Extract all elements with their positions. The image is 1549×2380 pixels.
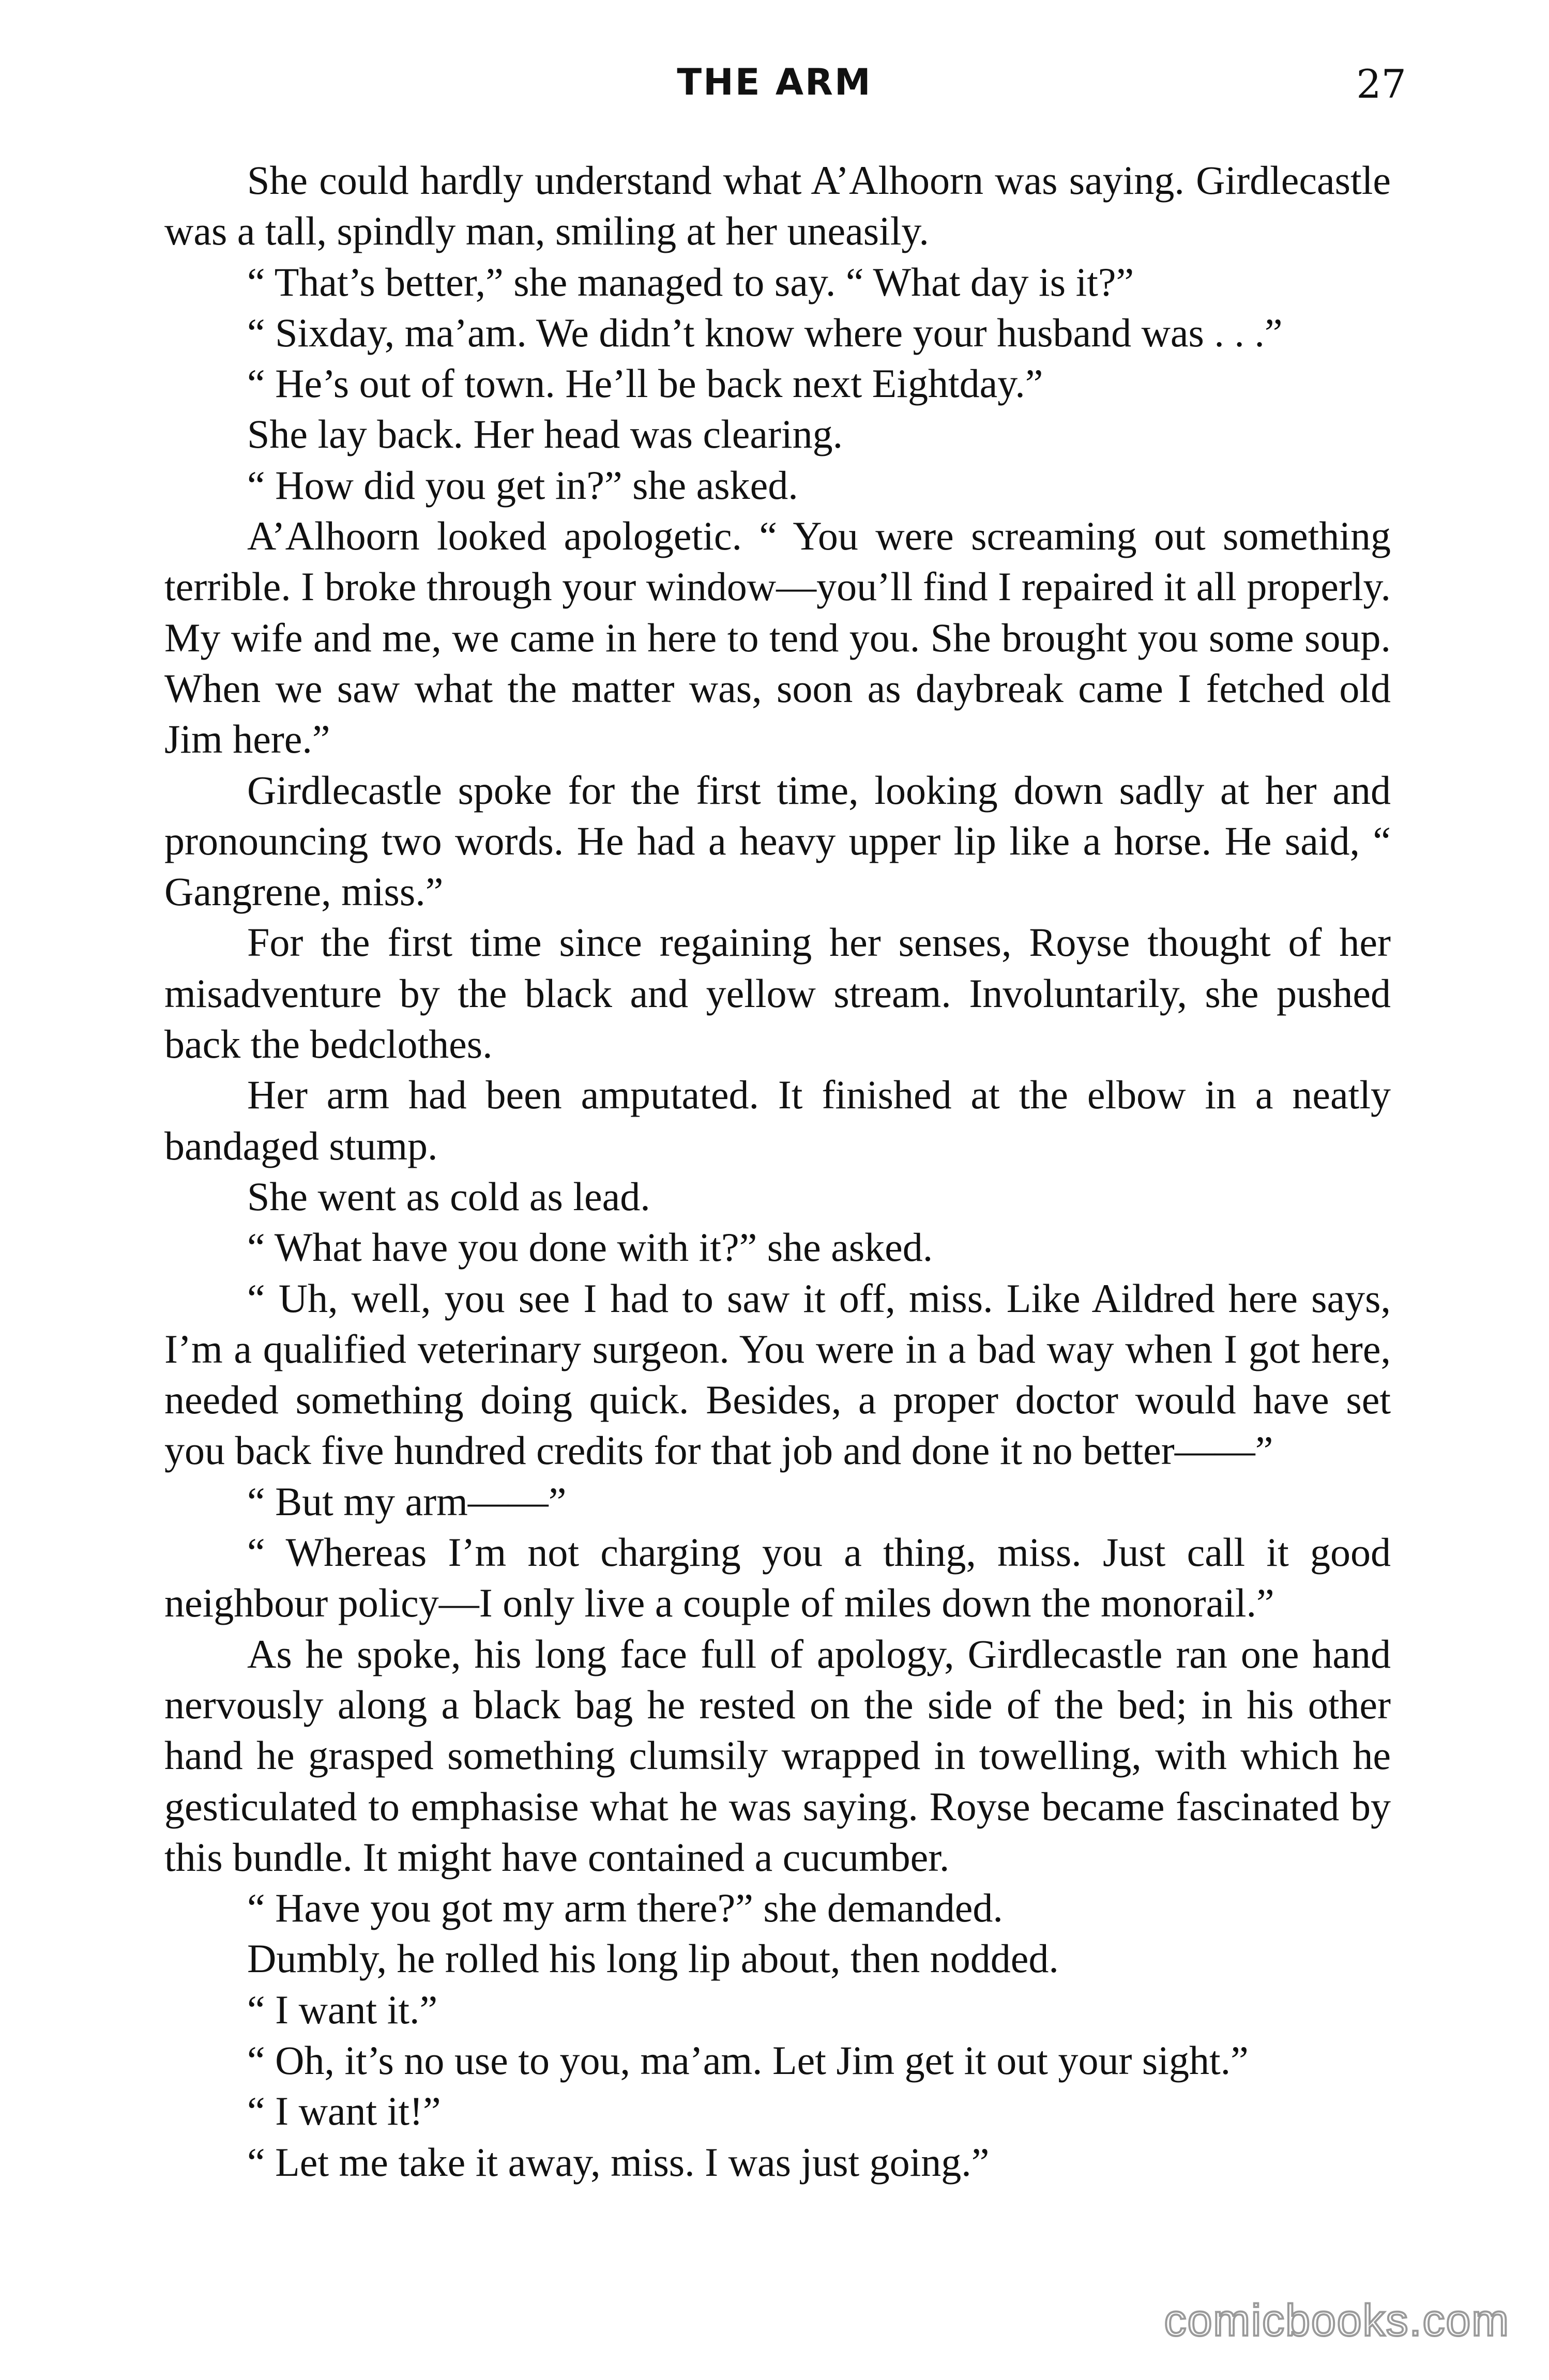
page-number: 27: [1356, 61, 1406, 107]
paragraph: “ How did you get in?” she asked.: [247, 462, 798, 508]
paragraph: “ He’s out of town. He’ll be back next Eightday.”: [247, 361, 1043, 406]
paragraph: “ I want it!”: [247, 2088, 441, 2134]
paragraph: “ Oh, it’s no use to you, ma’am. Let Jim get it out your sight.”: [247, 2037, 1249, 2083]
watermark: [1143, 2290, 1515, 2352]
paragraph: She could hardly understand what A’Alhoorn was saying. Girdlecastle was a tall, spindly man, smiling at her uneasily.: [164, 158, 1391, 254]
paragraph: “ Let me take it away, miss. I was just going.”: [247, 2139, 990, 2185]
paragraph: Dumbly, he rolled his long lip about, then nodded.: [247, 1936, 1059, 1981]
paragraph: Girdlecastle spoke for the first time, looking down sadly at her and pronouncing two words. He had a heavy upper lip like a horse. He said, “ Gangrene, miss.”: [164, 767, 1391, 914]
paragraph: “ Have you got my arm there?” she demanded.: [247, 1885, 1003, 1931]
paragraph: “ Sixday, ma’am. We didn’t know where your husband was . . .”: [247, 310, 1283, 355]
paragraph: As he spoke, his long face full of apology, Girdlecastle ran one hand nervously along a black bag he rested on the side of the bed; in his other hand he grasped something clumsily wrapped in towelling, with which he gesticulated to emphasise what he was saying. Royse became fascinated by this bundle. It might have contained a cucumber.: [164, 1631, 1391, 1880]
paragraph: For the first time since regaining her senses, Royse thought of her misadventure by the black and yellow stream. Involuntarily, she pushed back the bedclothes.: [164, 920, 1391, 1067]
paragraph: “ Uh, well, you see I had to saw it off, miss. Like Aildred here says, I’m a qualified veterinary surgeon. You were in a bad way when I got here, needed something doing quick. Besides, a proper doctor would have set you back five hundred credits for that job and done it no better——”: [164, 1275, 1391, 1473]
paragraph: Her arm had been amputated. It finished at the elbow in a neatly bandaged stump.: [164, 1072, 1391, 1168]
watermark-text: comicbooks.com: [1164, 2296, 1510, 2345]
paragraph: “ That’s better,” she managed to say. “ What day is it?”: [247, 259, 1134, 304]
paragraph: “ What have you done with it?” she asked.: [247, 1225, 933, 1270]
paragraph: She went as cold as lead.: [247, 1173, 650, 1219]
paragraph: “ I want it.”: [247, 1987, 438, 2032]
running-title: THE ARM: [677, 61, 872, 103]
paragraph: She lay back. Her head was clearing.: [247, 411, 843, 457]
paragraph: A’Alhoorn looked apologetic. “ You were screaming out something terrible. I broke through your window—you’ll find I repaired it all properly. My wife and me, we came in here to tend you. She brought you some soup. When we saw what the matter was, soon as daybreak came I fetched old Jim here.”: [164, 513, 1391, 762]
paragraph: “ But my arm——”: [247, 1478, 567, 1524]
paragraph: “ Whereas I’m not charging you a thing, miss. Just call it good neighbour policy—I only live a couple of miles down the monorail.”: [164, 1530, 1391, 1626]
body-text: [164, 155, 1391, 2188]
